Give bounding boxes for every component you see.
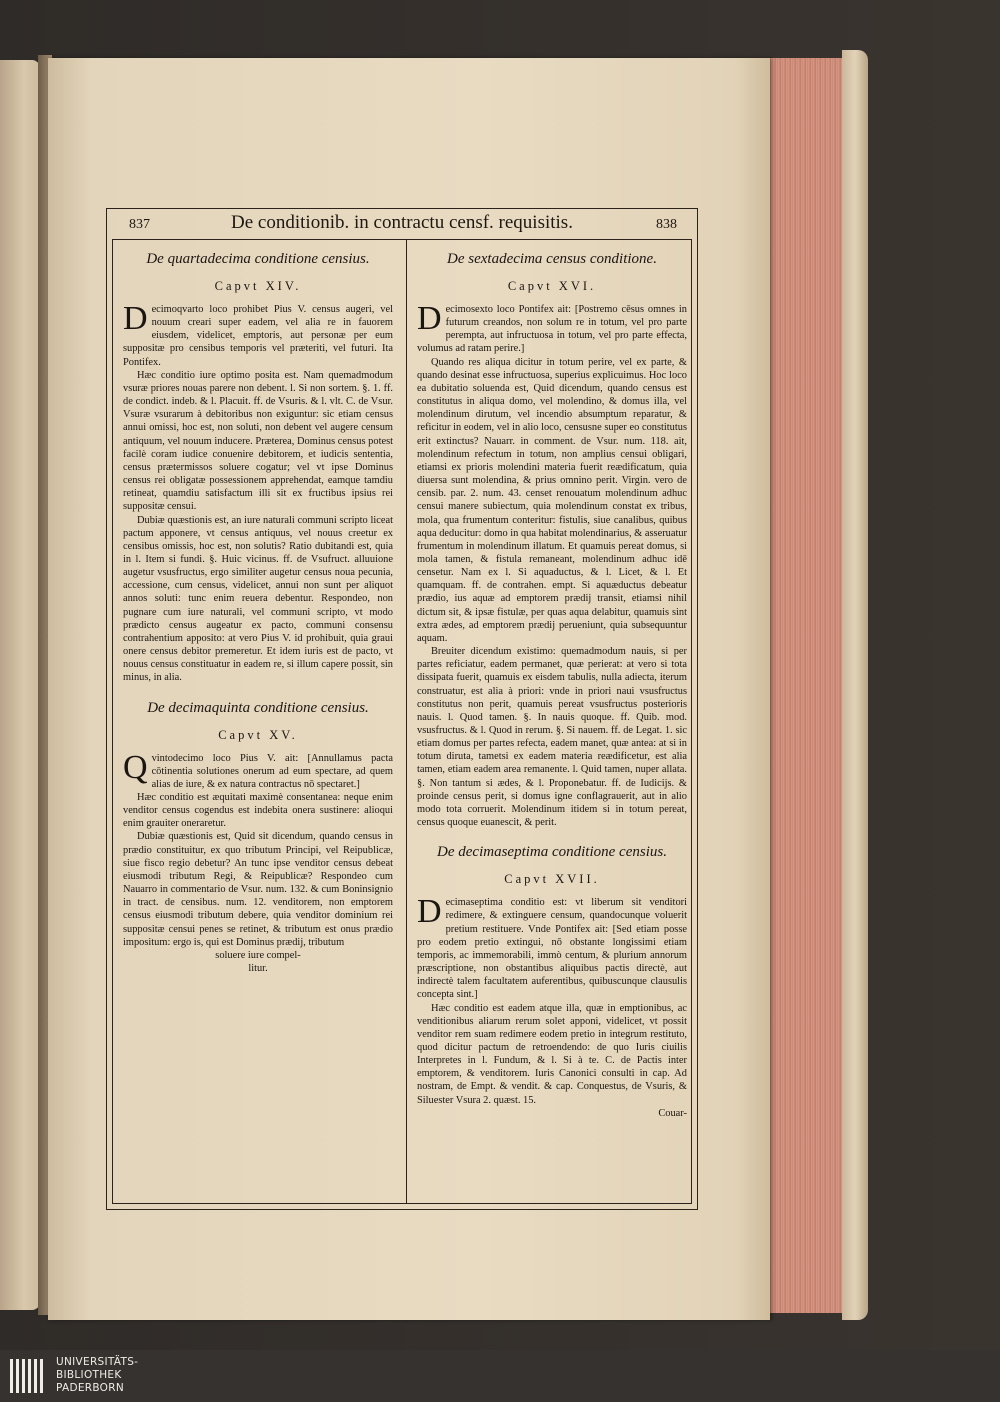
paragraph-end-line: litur. <box>248 963 268 975</box>
heading-condition-16: De sextadecima census conditione. <box>447 251 657 267</box>
caput-17: Capvt XVII. <box>504 872 600 887</box>
paragraph: Breuiter dicendum existimo: quemadmodum nauis, si per partes reficiatur, eadem permanet, quæ perierat: at vero si tota dissipata fuerit, quamuis ex eisdem tabulis, nulla adiecta, iterum construatur, est alia à priori: vnde in priori naui vsusfructus constitutus non perit, quamuis pereat vsusfructus posterioris nauis. l. Quod tamen. §. In nauis quoque. ff. Quib. mod. vsusfructus. & l. Quod in rerum. §. Si nauem. ff. de Legat. 1. sic etiam domus per partes refecta, eadem manet, quæ antea: at si in totum diruta, tametsi ex eadem materia reædificetur, est alia tamen, etiam eadem area remanente. l. Quid tamen, nuper allata. §. Non tantum si ædes, & l. Proponebatur. ff. de Iudicijs. & proinde census perit, si domus igne conflagrauerit, aut in alio modo tota corruerit. Molendinum itidem si in totum pereat, census quoque euanescit, & perit. <box>417 646 687 829</box>
page-edges-red <box>762 58 850 1313</box>
paragraph: Hæc conditio est æquitati maximè consentanea: neque enim venditor census cogendus est indebita onera sustinere: alioqui enim grauiter oneraretur. <box>123 792 393 830</box>
catchword: Couar- <box>658 1107 687 1119</box>
book-cover-edge <box>842 50 868 1320</box>
paragraph: Decimaseptima conditio est: vt liberum sit venditori redimere, & extinguere censum, quandocunque voluerit pretium restituere. Vnde Pontifex ait: [Sed etiam posse pro eodem pretio extingui, nō obstante longissimi etiam temporis, ac immemorabili, immò centum, & plurium annorum præscriptione, non obstantibus aliquibus pactis directè, aut indirectè talem facultatem auferentibus, quibuscunque clausulis concepta sint.] <box>417 893 687 1001</box>
drop-capital: Q <box>123 748 148 786</box>
column-frame <box>112 239 692 1204</box>
right-column <box>417 246 687 1120</box>
page-number-left: 837 <box>129 217 150 232</box>
paragraph: Quando res aliqua dicitur in totum perire, vel ex parte, & quando desinat esse infructuosa, superius explicuimus. Hoc loco ea dubitatio soluenda est, Quid dicendum, quando census est constitutus in aliqua domo, vel molendino, & domus illa, vel molendinum dirutum, vel incendio absumptum reparatur, & reficitur in eodem, vel in alio loco, censusne super eo constitutus erit extinctus? Nauarr. in comment. de Vsur. num. 118. ait, molendinum refectum in totum, non amplius censui obligari, etiamsi ex prioris molendini materia fuerit reædificatum, quia diuersa sunt molendina, & prius omnino perit. Virgin. vero de censib. par. 2. num. 43. censet renouatum molendinum adhuc censui manere subiectum, quia molendinum constat ex tribus, mola, qua frumentum conteritur: fistulis, siue canalibus, quibus aqua deducitur: domo in qua habitat molendinarius, & asseruatur frumentum in molendinum illatum. Et quamuis pereat domus, si mola tamen, & fistula remaneant, molendinum adhuc idē censetur. Nam ex l. Si aquaductus, & l. Licet, & l. Et quamquam. ff. de contrahen. empt. Si aquæductus debeatur prædio, ius aquæ ad emptorem prædij transit, etiamsi nihil dictum sit, & ipsæ fistulæ, per quas aqua delabitur, quamuis sint extra ædes, ad emptorem prædij perueniunt, quia subsequuntur aquam. <box>417 356 687 644</box>
paragraph: Hæc conditio iure optimo posita est. Nam quemadmodum vsuræ priores nouas parere non debent. l. Si non sortem. §. 1. ff. de condict. indeb. & l. Placuit. ff. de Vsuris. & l. vlt. C. de Vsur. Vsuræ vsurarum à debitoribus non exiguntur: sic etiam census annui omissi, hoc est, non soluti, non debent vel augere censum antiquum, vel nouum inducere. Præterea, Dominus census potest facilè coram iudice conuenire debitorem, et iudicis sententia, census prætermissos soluere cogatur; vel vt ipse Dominus census rei obligatæ possessionem apprehendat, eamque tamdiu retineat, quamdiu satisfactum illi sit ex fructibus ipsius rei suppositæ censui. <box>123 369 393 513</box>
drop-capital: D <box>417 893 442 931</box>
heading-condition-14: De quartadecima conditione censius. <box>146 251 370 267</box>
paragraph: Hæc conditio est eadem atque illa, quæ in emptionibus, ac venditionibus aliarum rerum solet apponi, videlicet, vt possit venditor rem suam redimere eodem pretio in integrum restituto, quod dicitur pactum de retroendendo: de quo Iuris ciuilis Interpretes in l. Fundum, & l. Si à te. C. de Pactis inter emptorem, & venditorem. Iuris Canonici consulti in cap. Ad nostram, de Empt. & vendit. & cap. Conquestus, de Vsuris, & Siluester Vsura 2. quæst. 15. <box>417 1002 687 1106</box>
heading-condition-17: De decimaseptima conditione censius. <box>437 844 667 861</box>
paragraph: Decimosexto loco Pontifex ait: [Postremo cēsus omnes in futurum creandos, non solum re in totum, vel pro parte perempta, aut infructuosa in totum, vel pro parte effecta, volumus ad ratam perire.] <box>417 300 687 355</box>
column-divider <box>406 240 407 1203</box>
left-column <box>123 246 393 975</box>
text-frame <box>106 208 698 1210</box>
running-head <box>107 211 697 237</box>
library-logo-icon <box>8 1357 48 1395</box>
running-title: De conditionib. in contractu censf. requisitis. <box>231 212 573 233</box>
drop-capital: D <box>123 300 148 337</box>
paragraph: Dubiæ quæstionis est, an iure naturali communi scripto liceat pactum apponere, vt census antiquus, vel nouus creetur ex censibus omissis, hoc est, non solutis? Ratio dubitandi est, quia in l. Item si fundi. §. Huic vicinus. ff. de Vsufruct. alluuione augetur vsusfructus, ergo similiter augetur census noua pecunia, accessione, cum census, videlicet, annui non sunt per aliquot annos soluti: tunc enim reuera debentur. Respondeo, non pugnare cum iure naturali, vel communi scripto, vt modo prædicto census augeatur ex pacto, communi consensu contrahentium apposito: at vero Pius V. id prohibuit, quia graui onere census debitor premeretur. Et idem iuris est de pacto, vt nouus census constituatur in eadem re, si illum capere possit, sin minus, in alia. <box>123 514 393 684</box>
paragraph: Qvintodecimo loco Pius V. ait: [Annullamus pacta cōtinentia solutiones onerum ad eum spectare, ad quem alias de iure, & ex natura contractus nō spectaret.] <box>123 748 393 790</box>
paragraph: Dubiæ quæstionis est, Quid sit dicendum, quando census in prædio constituitur, ex quo tributum Principi, vel Reipublicæ, siue fisco regio debetur? An tunc ipse venditor census debeat eiusmodi tributum Regi, & Reipublicæ? Respondeo cum Nauarro in commentario de Vsur. num. 132. & cum Boninsignio in tract. de censibus. num. 12. venditorem, non emptorem census eiusmodi tributum debere, quia venditor dominium rei suppositæ censui penes se retinet, & tributum est onus prædio impositum: ergo is, qui est Dominus prædij, tributum <box>123 831 393 948</box>
caput-16: Capvt XVI. <box>507 279 597 293</box>
drop-capital: D <box>417 300 442 337</box>
book-page <box>48 58 770 1320</box>
paragraph-end-line: soluere iure compel- <box>215 949 301 961</box>
paragraph: Decimoqvarto loco prohibet Pius V. census augeri, vel nouum creari super eadem, vel alia re in fauorem eiusdem, videlicet, emptoris, aut personæ per eum suppositæ pro censibus temporis vel præteriti, vel futuri. Ita Pontifex. <box>123 300 393 368</box>
page-number-right: 838 <box>656 217 677 232</box>
caput-14: Capvt XIV. <box>214 279 302 293</box>
library-logo-text: UNIVERSITÄTS- BIBLIOTHEK PADERBORN <box>56 1356 139 1394</box>
heading-condition-15: De decimaquinta conditione censius. <box>147 699 369 716</box>
left-page-edge <box>0 60 40 1310</box>
caput-15: Capvt XV. <box>218 727 298 742</box>
library-logo-bar <box>0 1350 1000 1402</box>
